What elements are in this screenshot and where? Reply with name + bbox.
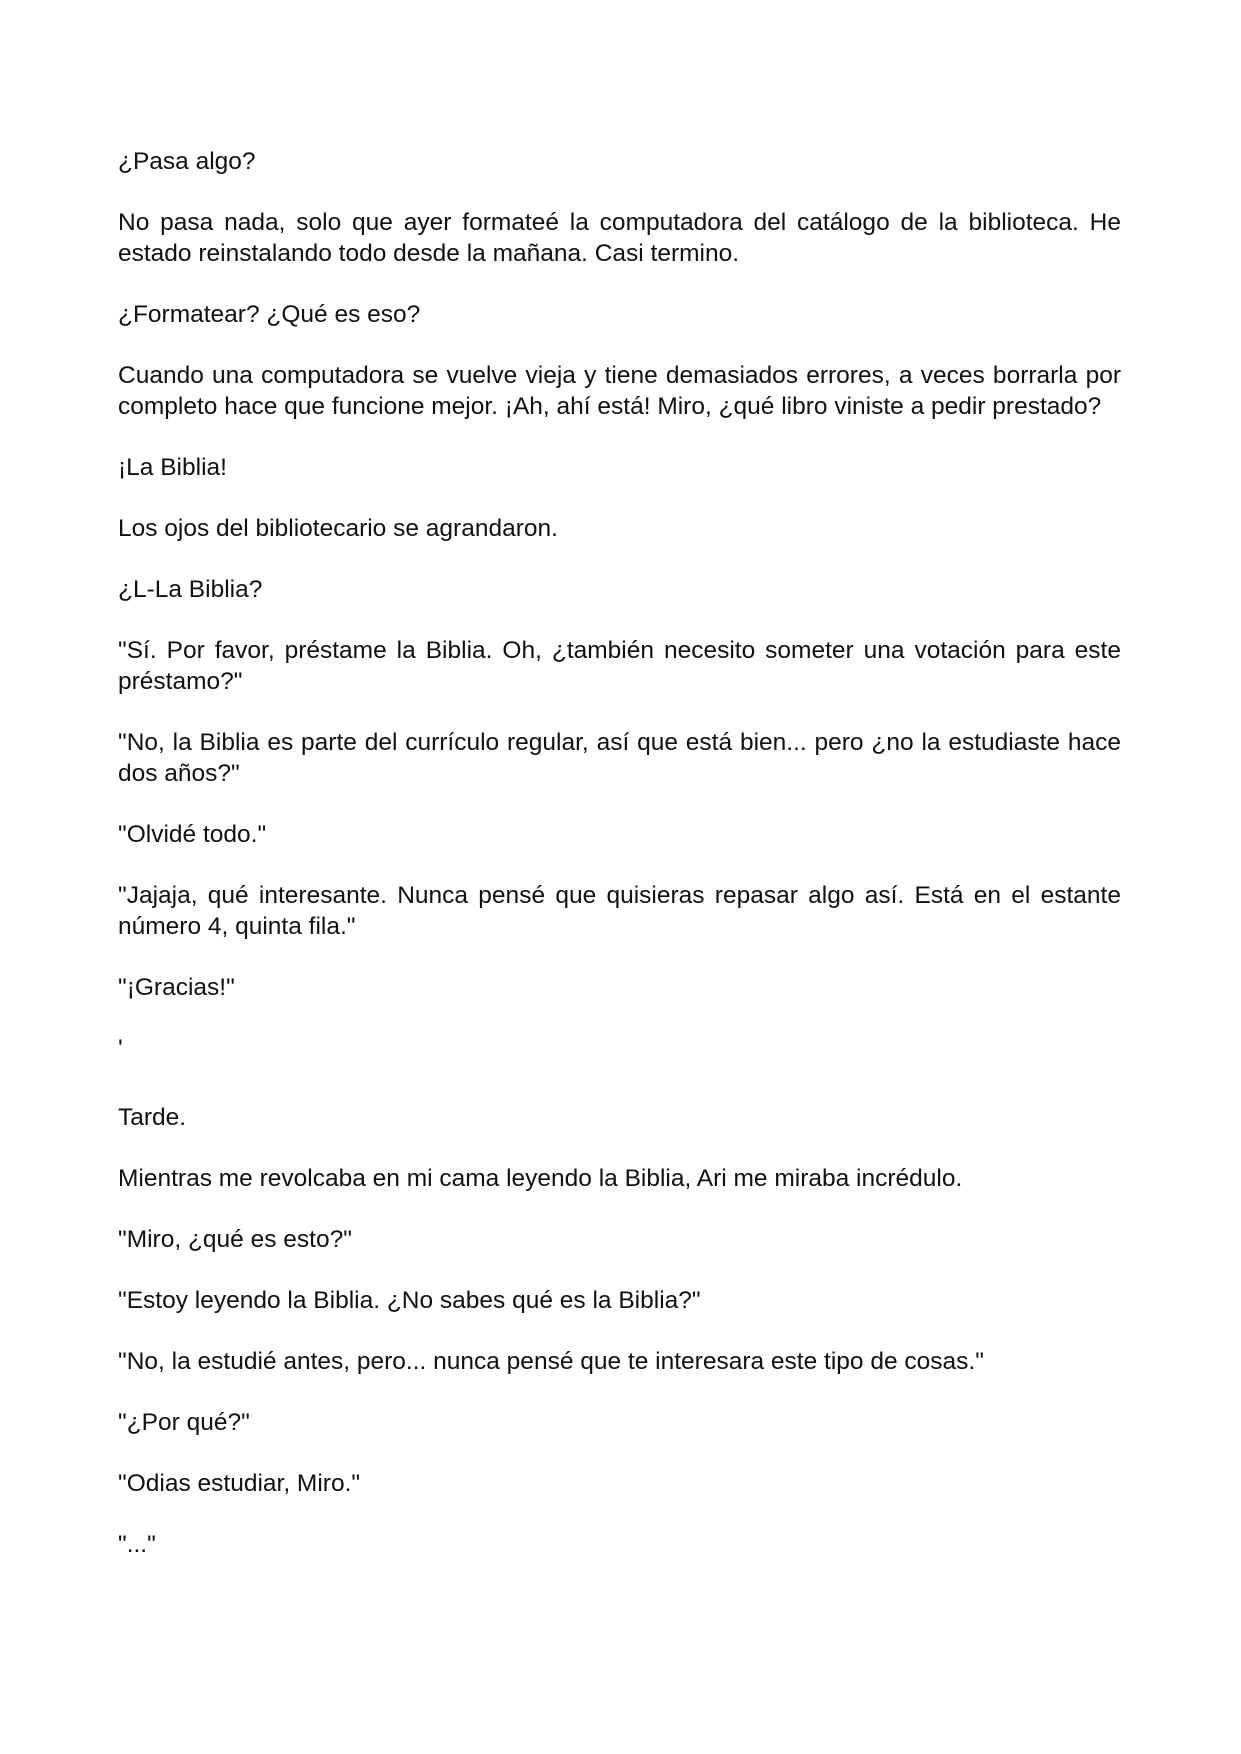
document-body [118, 146, 1121, 1590]
paragraph: "¡Gracias!" [118, 974, 235, 1001]
paragraph: "No, la estudié antes, pero... nunca pensé que te interesara este tipo de cosas." [118, 1348, 984, 1375]
paragraph: "¿Por qué?" [118, 1409, 250, 1436]
paragraph: ¿Pasa algo? [118, 148, 256, 175]
paragraph: Tarde. [118, 1104, 187, 1131]
paragraph: "..." [118, 1531, 156, 1558]
paragraph: Mientras me revolcaba en mi cama leyendo la Biblia, Ari me miraba incrédulo. [118, 1165, 963, 1192]
paragraph: Los ojos del bibliotecario se agrandaron. [118, 515, 558, 542]
paragraph: "Jajaja, qué interesante. Nunca pensé que quisieras repasar algo así. Está en el estante número 4, quinta fila." [118, 882, 1121, 940]
paragraph: Cuando una computadora se vuelve vieja y tiene demasiados errores, a veces borrarla por completo hace que funcione mejor. ¡Ah, ahí está! Miro, ¿qué libro viniste a pedir prestado? [118, 362, 1121, 420]
scene-break-mark: ' [118, 1035, 123, 1062]
paragraph: "Sí. Por favor, préstame la Biblia. Oh, ¿también necesito someter una votación para este préstamo?" [118, 637, 1121, 695]
paragraph: "Estoy leyendo la Biblia. ¿No sabes qué es la Biblia?" [118, 1287, 701, 1314]
paragraph: ¿Formatear? ¿Qué es eso? [118, 301, 421, 328]
paragraph: No pasa nada, solo que ayer formateé la computadora del catálogo de la biblioteca. He estado reinstalando todo desde la mañana. Casi termino. [118, 209, 1121, 267]
paragraph: ¿L-La Biblia? [118, 576, 263, 603]
paragraph: "Miro, ¿qué es esto?" [118, 1226, 352, 1253]
paragraph: "No, la Biblia es parte del currículo regular, así que está bien... pero ¿no la estudiaste hace dos años?" [118, 729, 1121, 787]
paragraph: "Olvidé todo." [118, 821, 267, 848]
paragraph: ¡La Biblia! [118, 454, 227, 481]
paragraph: "Odias estudiar, Miro." [118, 1470, 361, 1497]
